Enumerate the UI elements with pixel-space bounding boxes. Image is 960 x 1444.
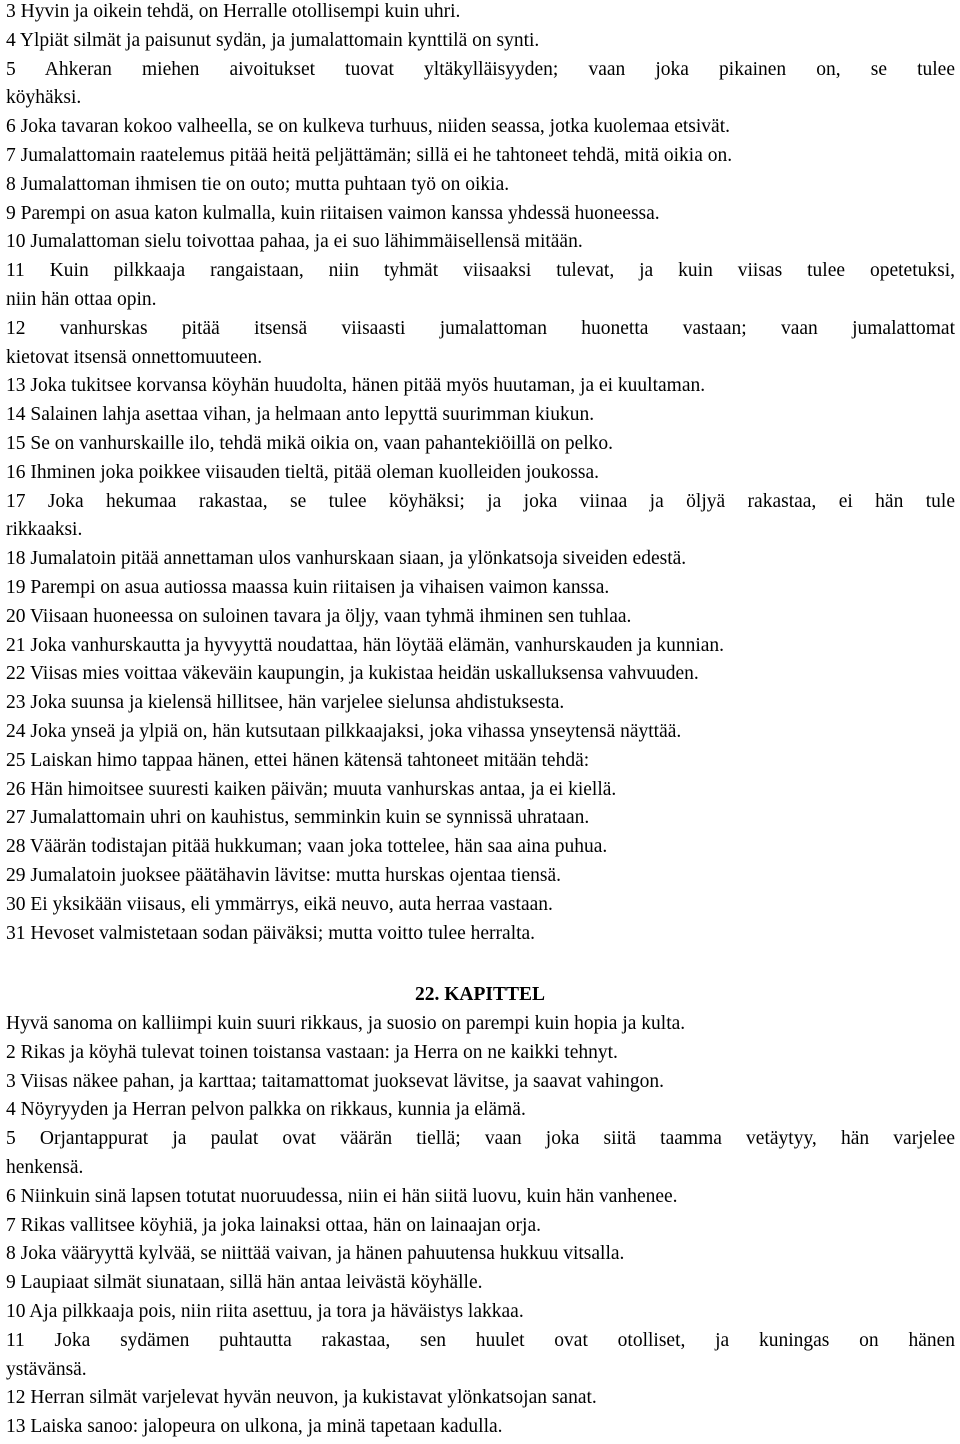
verse-line: 9 Laupiaat silmät siunataan, sillä hän antaa leivästä köyhälle. bbox=[6, 1272, 483, 1293]
verse-line: niin hän ottaa opin. bbox=[6, 289, 157, 310]
verse-line: henkensä. bbox=[6, 1157, 84, 1178]
verse-line: 15 Se on vanhurskaille ilo, tehdä mikä oikia on, vaan pahantekiöillä on pelko. bbox=[6, 433, 614, 454]
verse-line: 14 Salainen lahja asettaa vihan, ja helmaan anto lepyttä suurimman kiukun. bbox=[6, 404, 595, 425]
verse-line: 23 Joka suunsa ja kielensä hillitsee, hän varjelee sielunsa ahdistuksesta. bbox=[6, 692, 565, 713]
verse-line: 10 Jumalattoman sielu toivottaa pahaa, ja ei suo lähimmäisellensä mitään. bbox=[6, 231, 583, 252]
verse-line: 26 Hän himoitsee suuresti kaiken päivän; muuta vanhurskas antaa, ja ei kiellä. bbox=[6, 779, 617, 800]
verse-line: 19 Parempi on asua autiossa maassa kuin riitaisen ja vihaisen vaimon kanssa. bbox=[6, 577, 610, 598]
verse-line: 10 Aja pilkkaaja pois, niin riita asettuu, ja tora ja häväistys lakkaa. bbox=[6, 1301, 524, 1322]
verse-line: 2 Rikas ja köyhä tulevat toinen toistansa vastaan: ja Herra on ne kaikki tehnyt. bbox=[6, 1042, 618, 1063]
verse-line: Hyvä sanoma on kalliimpi kuin suuri rikkaus, ja suosio on parempi kuin hopia ja kulta. bbox=[6, 1013, 686, 1034]
verse-line: 20 Viisaan huoneessa on suloinen tavara ja öljy, vaan tyhmä ihminen sen tuhlaa. bbox=[6, 606, 632, 627]
verse-line: 11 Kuin pilkkaaja rangaistaan, niin tyhmät viisaaksi tulevat, ja kuin viisas tulee opetetuksi, bbox=[6, 260, 955, 281]
verse-line: 12 Herran silmät varjelevat hyvän neuvon, ja kukistavat ylönkatsojan sanat. bbox=[6, 1387, 597, 1408]
verse-line: 28 Väärän todistajan pitää hukkuman; vaan joka tottelee, hän saa aina puhua. bbox=[6, 836, 608, 857]
verse-line: 5 Orjantappurat ja paulat ovat väärän tiellä; vaan joka siitä taamma vetäytyy, hän varjelee bbox=[6, 1128, 955, 1149]
verse-line: 29 Jumalatoin juoksee päätähavin lävitse: mutta hurskas ojentaa tiensä. bbox=[6, 865, 562, 886]
verse-line: 27 Jumalattomain uhri on kauhistus, semminkin kuin se synnissä uhrataan. bbox=[6, 807, 590, 828]
verse-line: 8 Joka vääryyttä kylvää, se niittää vaivan, ja hänen pahuutensa hukkuu vitsalla. bbox=[6, 1243, 625, 1264]
verse-line: 31 Hevoset valmistetaan sodan päiväksi; mutta voitto tulee herralta. bbox=[6, 923, 536, 944]
verse-line: 22 Viisas mies voittaa väkeväin kaupungin, ja kukistaa heidän uskalluksensa vahvuuden. bbox=[6, 663, 699, 684]
verse-line: 3 Hyvin ja oikein tehdä, on Herralle otollisempi kuin uhri. bbox=[6, 1, 461, 22]
verse-line: 18 Jumalatoin pitää annettaman ulos vanhurskaan siaan, ja ylönkatsoja siveiden edestä. bbox=[6, 548, 687, 569]
verse-line: 9 Parempi on asua katon kulmalla, kuin riitaisen vaimon kanssa yhdessä huoneessa. bbox=[6, 203, 660, 224]
verse-line: 5 Ahkeran miehen aivoitukset tuovat yltäkylläisyyden; vaan joka pikainen on, se tulee bbox=[6, 59, 955, 80]
verse-line: ystävänsä. bbox=[6, 1359, 87, 1380]
verse-line: 8 Jumalattoman ihmisen tie on outo; mutta puhtaan työ on oikia. bbox=[6, 174, 510, 195]
verse-line: köyhäksi. bbox=[6, 87, 82, 108]
verse-line: 25 Laiskan himo tappaa hänen, ettei hänen kätensä tahtoneet mitään tehdä: bbox=[6, 750, 590, 771]
chapter-heading: 22. KAPITTEL bbox=[414, 984, 546, 1005]
verse-line: 13 Laiska sanoo: jalopeura on ulkona, ja minä tapetaan kadulla. bbox=[6, 1416, 503, 1437]
verse-line: 13 Joka tukitsee korvansa köyhän huudolta, hänen pitää myös huutaman, ja ei kuultaman. bbox=[6, 375, 706, 396]
verse-line: 4 Nöyryyden ja Herran pelvon palkka on rikkaus, kunnia ja elämä. bbox=[6, 1099, 526, 1120]
verse-line: rikkaaksi. bbox=[6, 519, 83, 540]
verse-line: 24 Joka ynseä ja ylpiä on, hän kutsutaan pilkkaajaksi, joka vihassa ynseytensä näyttää. bbox=[6, 721, 682, 742]
verse-line: 6 Joka tavaran kokoo valheella, se on kulkeva turhuus, niiden seassa, jotka kuolemaa etsivät. bbox=[6, 116, 731, 137]
verse-line: 16 Ihminen joka poikkee viisauden tieltä, pitää oleman kuolleiden joukossa. bbox=[6, 462, 599, 483]
verse-line: 21 Joka vanhurskautta ja hyvyyttä noudattaa, hän löytää elämän, vanhurskauden ja kunnian. bbox=[6, 635, 725, 656]
verse-line: 17 Joka hekumaa rakastaa, se tulee köyhäksi; ja joka viinaa ja öljyä rakastaa, ei hän tule bbox=[6, 491, 955, 512]
verse-line: 12 vanhurskas pitää itsensä viisaasti jumalattoman huonetta vastaan; vaan jumalattomat bbox=[6, 318, 955, 339]
verse-line: 4 Ylpiät silmät ja paisunut sydän, ja jumalattomain kynttilä on synti. bbox=[6, 30, 540, 51]
verse-line: kietovat itsensä onnettomuuteen. bbox=[6, 347, 263, 368]
verse-line: 7 Jumalattomain raatelemus pitää heitä peljättämän; sillä ei he tahtoneet tehdä, mitä oikia on. bbox=[6, 145, 733, 166]
verse-line: 7 Rikas vallitsee köyhiä, ja joka lainaksi ottaa, hän on lainaajan orja. bbox=[6, 1215, 542, 1236]
verse-line: 11 Joka sydämen puhtautta rakastaa, sen huulet ovat otolliset, ja kuningas on hänen bbox=[6, 1330, 955, 1351]
verse-line: 30 Ei yksikään viisaus, eli ymmärrys, eikä neuvo, auta herraa vastaan. bbox=[6, 894, 553, 915]
verse-line: 3 Viisas näkee pahan, ja karttaa; taitamattomat juoksevat lävitse, ja saavat vahingon. bbox=[6, 1071, 665, 1092]
verse-line: 6 Niinkuin sinä lapsen totutat nuoruudessa, niin ei hän siitä luovu, kuin hän vanhenee. bbox=[6, 1186, 678, 1207]
